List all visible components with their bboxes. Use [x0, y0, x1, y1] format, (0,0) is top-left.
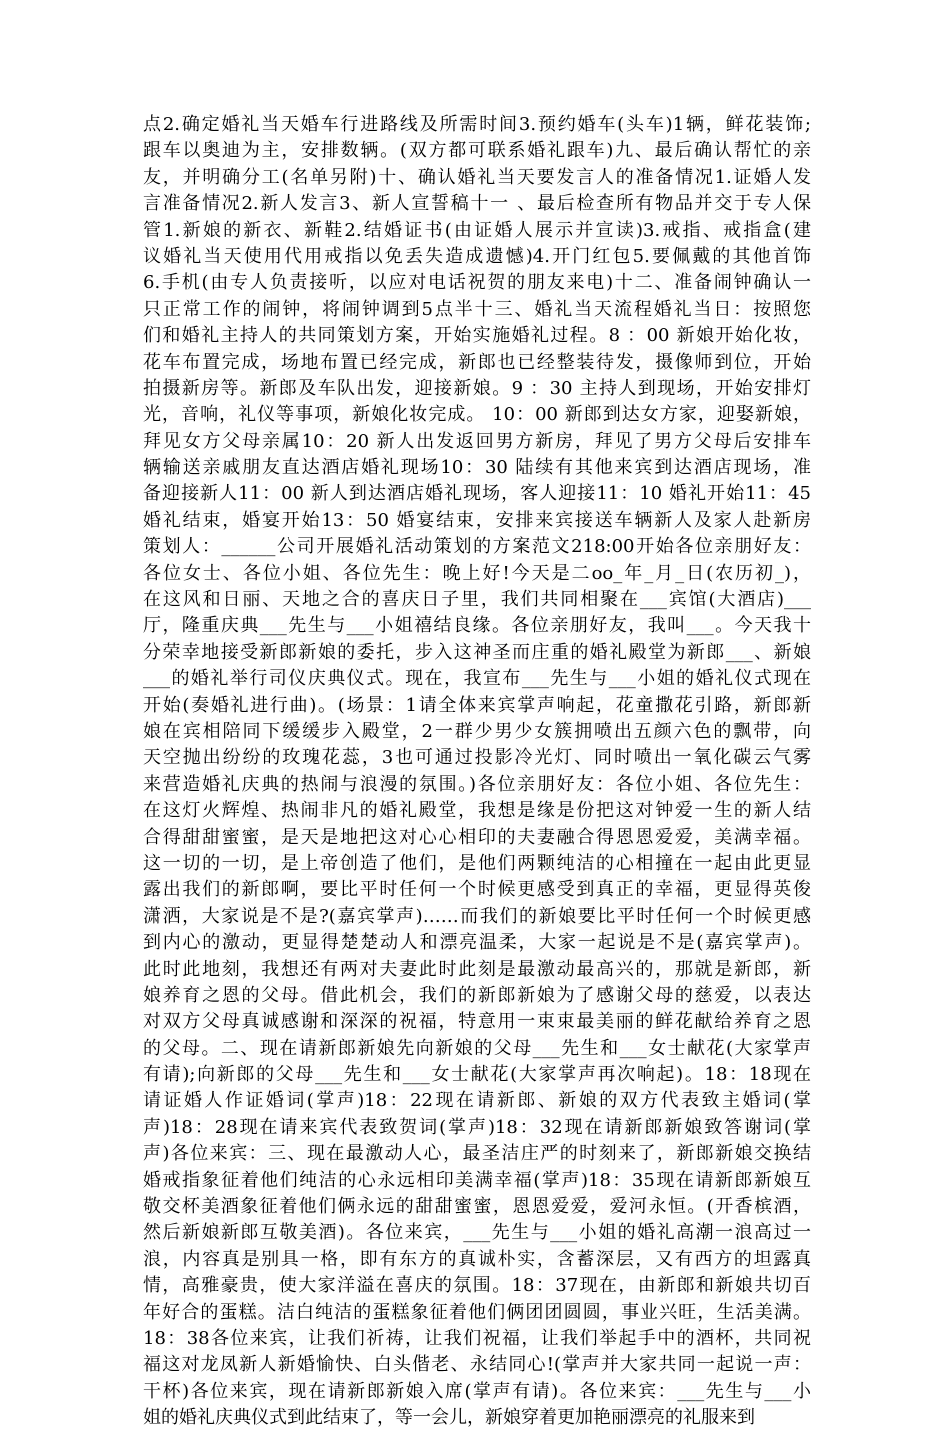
text-line: 姐的婚礼庆典仪式到此结束了，等一会儿，新娘穿着更加艳丽漂亮的礼服来到 [143, 1407, 755, 1429]
text-line: 声)18：28现在请来宾代表致贺词(掌声)18：32现在请新郎新娘致答谢词(掌 [143, 1116, 811, 1138]
text-line: 娘在宾相陪同下缓缓步入殿堂，2一群少男少女簇拥喷出五颜六色的飘带，向 [143, 720, 811, 742]
text-line: 拍摄新房等。新郎及车队出发，迎接新娘。9 ：30 主持人到现场，开始安排灯 [143, 377, 811, 399]
text-line: 开始(奏婚礼进行曲)。(场景：1请全体来宾掌声响起，花童撒花引路，新郎新 [143, 694, 811, 716]
text-line: 在这风和日丽、天地之合的喜庆日子里，我们共同相聚在___宾馆(大酒店)___ [143, 589, 811, 611]
text-line: 18：38各位来宾，让我们祈祷，让我们祝福，让我们举起手中的酒杯，共同祝 [143, 1327, 811, 1349]
document-body [143, 112, 811, 1432]
text-line: 备迎接新人11：00 新人到达酒店婚礼现场，客人迎接11：10 婚礼开始11：45 [143, 483, 811, 505]
text-line: 拜见女方父母亲属10：20 新人出发返回男方新房，拜见了男方父母后安排车 [143, 430, 811, 452]
text-line: 来营造婚礼庆典的热闹与浪漫的氛围。)各位亲朋好友：各位小姐、各位先生： [143, 773, 811, 795]
text-line: 露出我们的新郎啊，要比平时任何一个时候更感受到真正的幸福，更显得英俊 [143, 879, 811, 901]
text-line: 的父母。二、现在请新郎新娘先向新娘的父母___先生和___女士献花(大家掌声 [143, 1037, 811, 1059]
text-line: ___的婚礼举行司仪庆典仪式。现在，我宣布___先生与___小姐的婚礼仪式现在 [143, 668, 811, 690]
text-line: 情，高雅豪贵，使大家洋溢在喜庆的氛围。18：37现在，由新郎和新娘共切百 [143, 1275, 811, 1297]
text-line: 6.手机(由专人负责接听，以应对电话祝贺的朋友来电)十二、准备闹钟确认一 [143, 272, 811, 294]
text-line: 花车布置完成，场地布置已经完成，新郎也已经整装待发，摄像师到位，开始 [143, 351, 811, 373]
text-line: 策划人：______公司开展婚礼活动策划的方案范文218:00开始各位亲朋好友： [143, 536, 811, 558]
text-line: 敬交杯美酒象征着他们俩永远的甜甜蜜蜜，恩恩爱爱，爱河永恒。(开香槟酒， [143, 1196, 811, 1218]
text-line: 辆输送亲戚朋友直达酒店婚礼现场10：30 陆续有其他来宾到达酒店现场，准 [143, 457, 811, 479]
text-line: 这一切的一切，是上帝创造了他们，是他们两颗纯洁的心相撞在一起由此更显 [143, 852, 811, 874]
text-line: 浪，内容真是别具一格，即有东方的真诚朴实，含蓄深层，又有西方的坦露真 [143, 1248, 811, 1270]
text-line: 然后新娘新郎互敬美酒)。各位来宾，___先生与___小姐的婚礼高潮一浪高过一 [143, 1222, 811, 1244]
text-line: 婚礼结束，婚宴开始13：50 婚宴结束，安排来宾接送车辆新人及家人赴新房 [143, 509, 811, 531]
text-line: 分荣幸地接受新郎新娘的委托，步入这神圣而庄重的婚礼殿堂为新郎___、新娘 [143, 641, 811, 663]
text-line: 婚戒指象征着他们纯洁的心永远相印美满幸福(掌声)18：35现在请新郎新娘互 [143, 1169, 811, 1191]
text-line: 声)各位来宾：三、现在最激动人心，最圣洁庄严的时刻来了，新郎新娘交换结 [143, 1143, 811, 1165]
text-line: 光，音响，礼仪等事项，新娘化妆完成。 10：00 新郎到达女方家，迎娶新娘， [143, 404, 811, 426]
text-line: 议婚礼当天使用代用戒指以免丢失造成遗憾)4.开门红包5.要佩戴的其他首饰 [143, 245, 811, 267]
text-line: 只正常工作的闹钟，将闹钟调到5点半十三、婚礼当天流程婚礼当日：按照您 [143, 298, 811, 320]
text-line: 到内心的激动，更显得楚楚动人和漂亮温柔，大家一起说是不是(嘉宾掌声)。 [143, 932, 811, 954]
text-line: 娘养育之恩的父母。借此机会，我们的新郎新娘为了感谢父母的慈爱，以表达 [143, 984, 811, 1006]
text-line: 天空抛出纷纷的玫瑰花蕊，3也可通过投影冷光灯、同时喷出一氧化碳云气雾 [143, 747, 811, 769]
text-line: 管1.新娘的新衣、新鞋2.结婚证书(由证婚人展示并宣读)3.戒指、戒指盒(建 [143, 219, 811, 241]
text-line: 干杯)各位来宾，现在请新郎新娘入席(掌声有请)。各位来宾：___先生与___小 [143, 1380, 811, 1402]
text-line: 厅，隆重庆典___先生与___小姐禧结良缘。各位亲朋好友，我叫___。今天我十 [143, 615, 811, 637]
text-line: 对双方父母真诚感谢和深深的祝福，特意用一束束最美丽的鲜花献给养育之恩 [143, 1011, 811, 1033]
text-line: 合得甜甜蜜蜜，是天是地把这对心心相印的夫妻融合得恩恩爱爱，美满幸福。 [143, 826, 811, 848]
text-line: 有请);向新郎的父母___先生和___女士献花(大家掌声再次响起)。18：18现在 [143, 1064, 811, 1086]
text-line: 跟车以奥迪为主，安排数辆。(双方都可联系婚礼跟车)九、最后确认帮忙的亲 [143, 140, 811, 162]
text-line: 言准备情况2.新人发言3、新人宣誓稿十一 、最后检查所有物品并交于专人保 [143, 193, 811, 215]
text-line: 请证婚人作证婚词(掌声)18：22现在请新郎、新娘的双方代表致主婚词(掌 [143, 1090, 811, 1112]
text-line: 点2.确定婚礼当天婚车行进路线及所需时间3.预约婚车(头车)1辆，鲜花装饰; [143, 114, 811, 135]
text-line: 在这灯火辉煌、热闹非凡的婚礼殿堂，我想是缘是份把这对钟爱一生的新人结 [143, 800, 811, 822]
text-line: 友，并明确分工(名单另附)十、确认婚礼当天要发言人的准备情况1.证婚人发 [143, 166, 811, 188]
text-line: 福这对龙凤新人新婚愉快、白头偕老、永结同心!(掌声并大家共同一起说一声： [143, 1354, 811, 1376]
text-line: 各位女士、各位小姐、各位先生：晚上好!今天是二oo_年_月_日(农历初_)， [143, 562, 811, 584]
text-line: 潇洒，大家说是不是?(嘉宾掌声)……而我们的新娘要比平时任何一个时候更感 [143, 905, 811, 927]
text-line: 年好合的蛋糕。洁白纯洁的蛋糕象征着他们俩团团圆圆，事业兴旺，生活美满。 [143, 1301, 811, 1323]
text-line: 们和婚礼主持人的共同策划方案，开始实施婚礼过程。8 ：00 新娘开始化妆， [143, 325, 811, 347]
text-line: 此时此地刻，我想还有两对夫妻此时此刻是最激动最高兴的，那就是新郎，新 [143, 958, 811, 980]
